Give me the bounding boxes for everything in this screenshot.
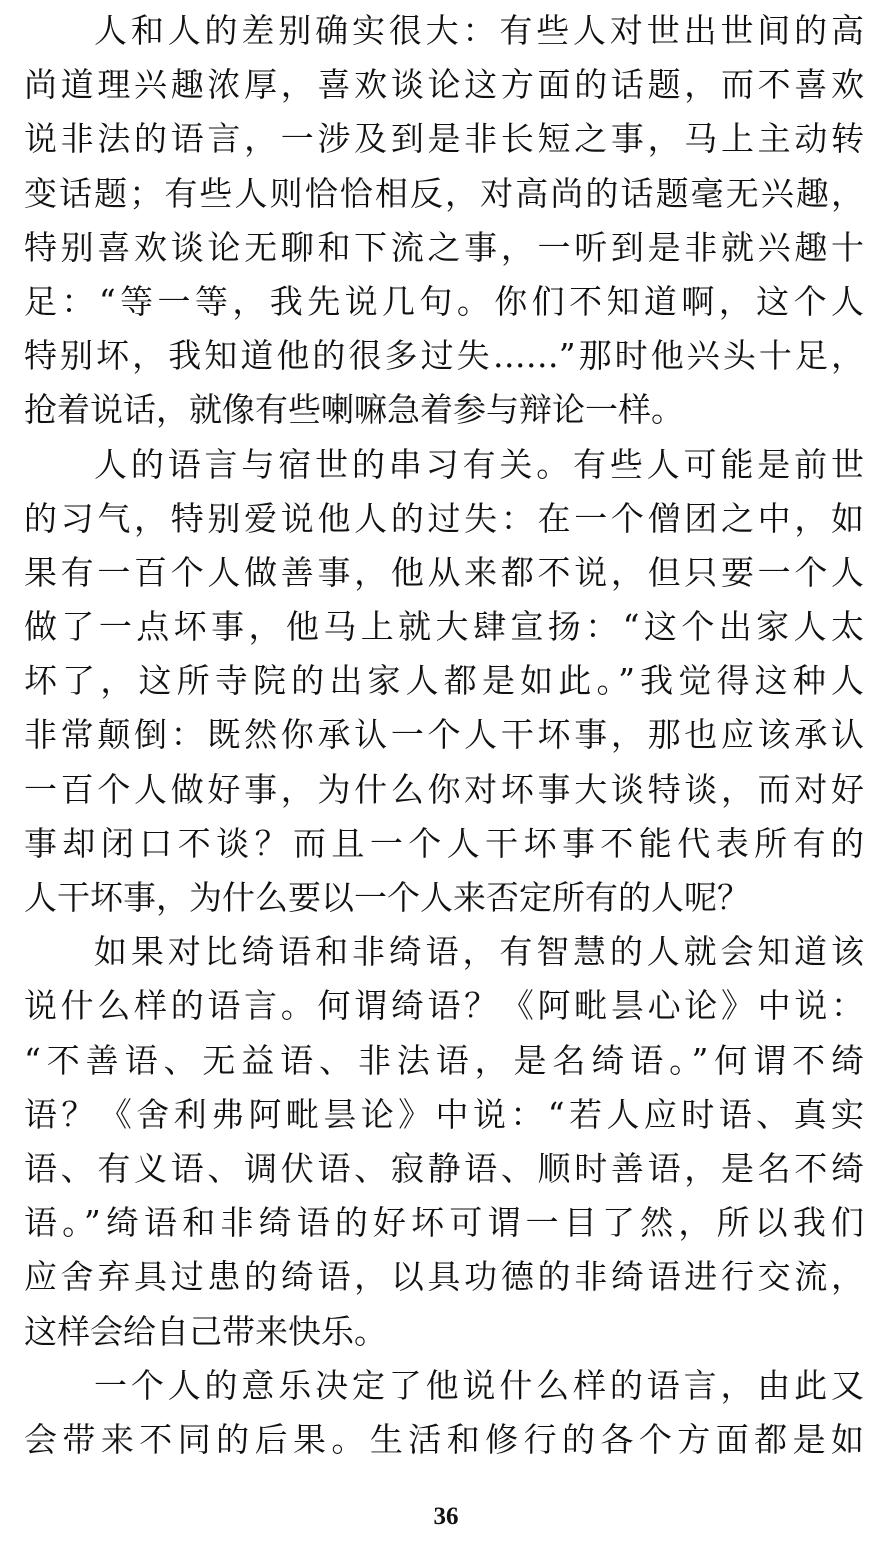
paragraph-1-line-2: 尚道理兴趣浓厚，喜欢谈论这方面的话题，而不喜欢 — [24, 65, 864, 105]
paragraph-3-line-2: 说什么样的语言。何谓绮语？《阿毗昙心论》中说： — [24, 986, 864, 1026]
paragraph-2-line-5: 坏了，这所寺院的出家人都是如此。”我觉得这种人 — [24, 661, 864, 701]
paragraph-2-line-2: 的习气，特别爱说他人的过失：在一个僧团之中，如 — [24, 498, 864, 538]
paragraph-1-line-7: 特别坏，我知道他的很多过失……”那时他兴头十足， — [24, 336, 864, 376]
paragraph-1-line-4: 变话题；有些人则恰恰相反，对高尚的话题毫无兴趣， — [24, 173, 864, 213]
paragraph-2-line-8: 事却闭口不谈？而且一个人干坏事不能代表所有的 — [24, 823, 864, 863]
paragraph-3-line-7: 应舍弃具过患的绮语，以具功德的非绮语进行交流， — [24, 1257, 864, 1297]
paragraph-2-line-3: 果有一百个人做善事，他从来都不说，但只要一个人 — [24, 552, 864, 592]
body-text — [24, 4, 864, 1467]
paragraph-4-line-1: 一个人的意乐决定了他说什么样的语言，由此又 — [94, 1365, 864, 1405]
paragraph-3-line-1: 如果对比绮语和非绮语，有智慧的人就会知道该 — [94, 932, 864, 972]
paragraph-1-line-6: 足：“等一等，我先说几句。你们不知道啊，这个人 — [24, 281, 864, 321]
paragraph-1-line-5: 特别喜欢谈论无聊和下流之事，一听到是非就兴趣十 — [24, 227, 864, 267]
paragraph-3-line-4: 语？《舍利弗阿毗昙论》中说：“若人应时语、真实 — [24, 1094, 864, 1134]
paragraph-2-line-4: 做了一点坏事，他马上就大肆宣扬：“这个出家人太 — [24, 607, 864, 647]
paragraph-1-line-3: 说非法的语言，一涉及到是非长短之事，马上主动转 — [24, 119, 864, 159]
paragraph-2-line-1: 人的语言与宿世的串习有关。有些人可能是前世 — [94, 444, 864, 484]
paragraph-2-line-7: 一百个人做好事，为什么你对坏事大谈特谈，而对好 — [24, 769, 864, 809]
paragraph-3-line-6: 语。”绮语和非绮语的好坏可谓一目了然，所以我们 — [24, 1203, 864, 1243]
paragraph-4-line-2: 会带来不同的后果。生活和修行的各个方面都是如 — [24, 1419, 864, 1459]
paragraph-3-line-5: 语、有义语、调伏语、寂静语、顺时善语，是名不绮 — [24, 1148, 864, 1188]
paragraph-3-line-3: “不善语、无益语、非法语，是名绮语。”何谓不绮 — [24, 1040, 864, 1080]
paragraph-2-line-6: 非常颠倒：既然你承认一个人干坏事，那也应该承认 — [24, 715, 864, 755]
paragraph-3-line-8: 这样会给自己带来快乐。 — [24, 1311, 387, 1351]
paragraph-2-line-9: 人干坏事，为什么要以一个人来否定所有的人呢？ — [24, 878, 750, 917]
page-number: 36 — [433, 1503, 459, 1530]
paragraph-1-line-8: 抢着说话，就像有些喇嘛急着参与辩论一样。 — [24, 390, 684, 430]
paragraph-1-line-1: 人和人的差别确实很大：有些人对世出世间的高 — [94, 11, 864, 50]
